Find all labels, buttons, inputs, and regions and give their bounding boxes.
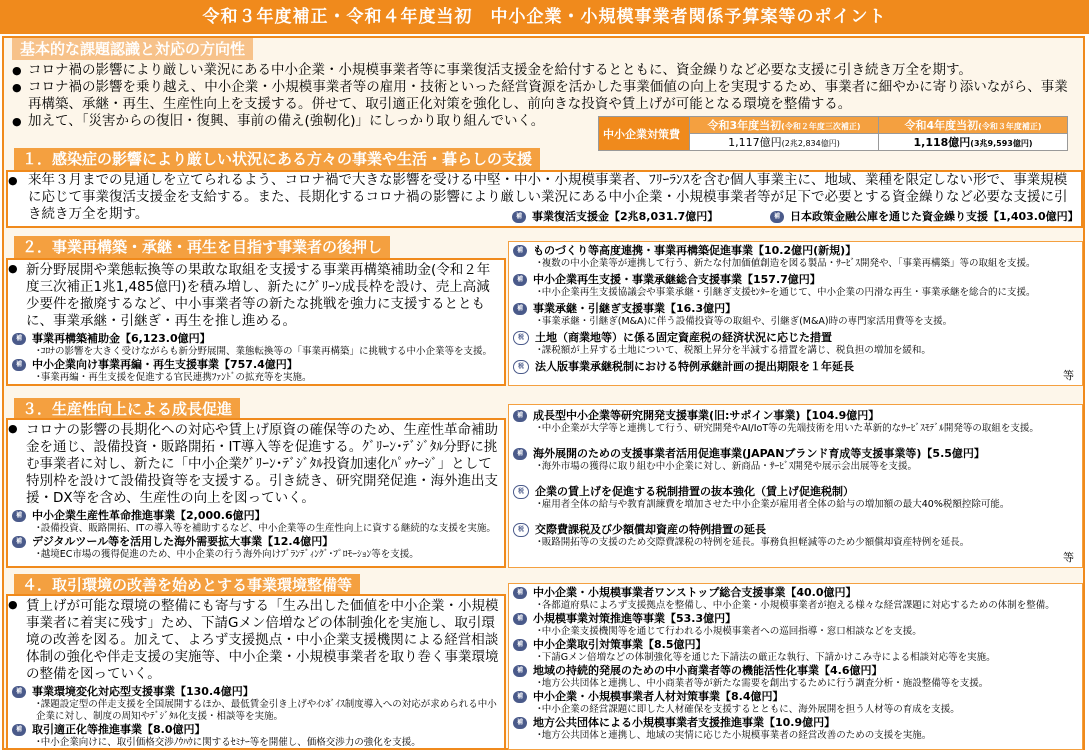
budget-icon: 補: [512, 211, 526, 223]
s2-left-item: 補 中小企業向け事業再編・再生支援事業【757.4億円】: [12, 358, 500, 372]
budget-col2-note: (令和３年度補正): [978, 122, 1042, 131]
tax-icon: 税: [513, 485, 529, 499]
s2-right-item: 土地（商業地等）に係る固定資産税の経済状況に応じた措置: [535, 331, 832, 344]
budget-col1-head: 令和3年度当初: [707, 119, 782, 132]
budget-table: [598, 116, 1068, 151]
s2-right-sub: ･中小企業再生支援協議会や事業承継・引継ぎ支援ｾﾝﾀｰを通じて、中小企業の円滑な再生・事業承継を総合的に支援。: [537, 287, 1036, 298]
tax-icon: 税: [513, 523, 529, 537]
s2-etc: 等: [1063, 369, 1074, 382]
basic-bullet: ● コロナ禍の影響を乗り越え、中小企業・小規模事業者等の雇用・技術といった経営資源を活かした事業価値の向上を実現するため、事業者に細やかに寄り添いながら、事業再構築、承継・再生、生産性向上を支援する。併せて、取引適正化対策を強化し、前向きな投資や賃上げが可能となる環境を整備する。: [12, 79, 1072, 113]
budget-col1-value: 1,117億円: [728, 136, 782, 149]
s3-right-item: 海外展開のための支援事業者活用促進事業(JAPANブランド育成等支援事業等)【5.5億円】: [533, 447, 985, 460]
s3-right-item: 成長型中小企業等研究開発支援事業(旧:サポイン事業)【104.9億円】: [533, 409, 880, 422]
s3-etc: 等: [1063, 551, 1074, 564]
s2-right-item: 法人版事業承継税制における特例承継計画の提出期限を１年延長: [535, 360, 854, 373]
budget-icon: 補: [513, 274, 527, 286]
budget-icon: 補: [513, 587, 527, 599]
section1-text: ● 来年３月までの見通しを立てられるよう、コロナ禍で大きな影響を受ける中堅・中小・小規模事業者、ﾌﾘｰﾗﾝｽを含む個人事業主に、地域、業種を限定しない形で、事業規模に応じて事業復活支援金を支給する。また、長期化するコロナ禍の影響により厳しい業況にある中小企業・小規模事業者等が足下で必要とする資金繰りなど必要な支援に引き続き万全を期す。: [8, 172, 1081, 223]
budget-col2-sub: (3兆9,593億円): [970, 139, 1033, 148]
section3-text: ● コロナの影響の長期化への対応や賃上げ原資の確保等のため、生産性革命補助金を通じ、設備投資・販路開拓・IT導入等を促進する。ｸﾞﾘｰﾝ･ﾃﾞｼﾞﾀﾙ分野に挑む事業者に対し、新たに「中小企業ｸﾞﾘｰﾝ･ﾃﾞｼﾞﾀﾙ投資加速化ﾊﾟｯｹｰｼﾞ」として特別枠を設けて設備投資等を支援する。引き続き、研究開発促進・海外進出支援・DX等を含め、生産性の向上を図っていく。: [8, 420, 504, 507]
s4-left-sub: ･中小企業向けに、取引価格交渉ﾉｳﾊｳに関するｾﾐﾅｰ等を開催し、価格交渉力の強化を支援。: [36, 737, 421, 748]
budget-icon: 補: [513, 303, 527, 315]
page-title: 令和３年度補正・令和４年度当初 中小企業・小規模事業者関係予算案等のポイント: [0, 0, 1089, 34]
budget-icon: 補: [513, 691, 527, 703]
s4-right-item: 中小企業・小規模事業者ワンストップ総合支援事業【40.0億円】: [533, 586, 857, 599]
section1-heading: １．感染症の影響により厳しい状況にある方々の事業や生活・暮らしの支援: [14, 148, 540, 170]
budget-icon: 補: [513, 410, 527, 422]
section3-left: [6, 418, 506, 568]
budget-col2-value: 1,118億円: [913, 136, 971, 149]
section4-text: ● 賃上げが可能な環境の整備にも寄与する「生み出した価値を中小企業・小規模事業者に着実に残す」ため、下請Gメン倍増などの体制強化を実施し、取引環境の改善を図る。加えて、よろず支援拠点・中小企業支援機関による経営相談体制の強化や伴走支援の実施等、中小企業・小規模事業者を取り巻く事業環境の整備を図っていく。: [8, 596, 504, 683]
budget-icon: 補: [12, 686, 26, 698]
s2-right-sub: ･複数の中小企業等が連携して行う、新たな付加価値創造を図る製品・ｻｰﾋﾞｽ開発や、「事業再構築」等の取組を支援。: [537, 258, 1036, 269]
budget-col1-sub: (2兆2,834億円): [781, 139, 840, 148]
s3-right-item: 交際費課税及び少額償却資産の特例措置の延長: [535, 523, 766, 536]
s3-left-sub: ･越境EC市場の獲得促進のため、中小企業の行う海外向けﾌﾞﾗﾝﾃﾞｨﾝｸﾞ･ﾌﾟﾛﾓｰｼｮﾝ等を支援。: [36, 549, 419, 560]
s2-left-sub: ･事業再編・再生支援を促進する官民連携ﾌｧﾝﾄﾞの拡充等を実施。: [36, 372, 312, 383]
s3-left-item: デジタルツール等を活用した海外需要拡大事業【12.4億円】: [32, 535, 334, 548]
section2-right: [508, 241, 1083, 386]
section3-right: [508, 404, 1083, 568]
budget-icon: 補: [513, 639, 527, 651]
s1-item1: 補 事業復活支援金【2兆8,031.7億円】: [512, 210, 718, 224]
s2-right-sub: ･課税額が上昇する土地について、税額上昇分を半減する措置を講じ、税負担の増加を緩和。: [537, 345, 931, 356]
budget-icon: 補: [12, 536, 26, 548]
budget-icon: 補: [12, 333, 26, 345]
section4-heading: ４．取引環境の改善を始めとする事業環境整備等: [14, 574, 360, 596]
s3-left-item: 中小企業生産性革命推進事業【2,000.6億円】: [32, 509, 266, 522]
s4-left-sub: ･課題設定型の伴走支援を全国展開するほか、最低賃金引き上げやｲﾝﾎﾞｲｽ制度導入への対応が求められる中小企業に対し、制度の周知やﾃﾞｼﾞﾀﾙ化支援・相談等を実施。: [36, 699, 497, 722]
s3-right-sub: ･雇用者全体の給与や教育訓練費を増加させた中小企業が雇用者全体の給与の増加額の最大40%税額控除可能。: [537, 499, 1010, 510]
budget-icon: 補: [513, 448, 527, 460]
section2-text: ● 新分野展開や業態転換等の果敢な取組を支援する事業再構築補助金(令和２年度三次補正1兆1,485億円)を積み増し、新たにｸﾞﾘｰﾝ成長枠を設け、売上高減少要件を撤廃するなど、中小事業者等の新たな挑戦を強力に支援するとともに、事業承継・引継ぎ・再生を推し進める。: [8, 260, 504, 330]
budget-icon: 補: [12, 359, 26, 371]
s4-right-item: 地方公共団体による小規模事業者支援推進事業【10.9億円】: [533, 716, 836, 729]
s4-right-item: 地域の持続的発展のための中小商業者等の機能活性化事業【4.6億円】: [533, 664, 883, 677]
basic-bullet: ● 加えて、「災害からの復旧・復興、事前の備え(強靭化)」にしっかり取り組んでいく。: [12, 113, 608, 130]
tax-icon: 税: [513, 360, 529, 374]
s1-item2: 補 日本政策金融公庫を通じた資金繰り支援【1,403.0億円】: [770, 210, 1079, 224]
budget-icon: 補: [12, 724, 26, 736]
s4-right-sub: ･地方公共団体と連携し、地域の実情に応じた小規模事業者の経営改善のための支援を実施。: [537, 730, 932, 741]
s4-right-sub: ･各都道府県によろず支援拠点を整備し、中小企業・小規模事業者が抱える様々な経営課題に対応するための体制を整備。: [537, 600, 1055, 611]
s2-left-item: 補 事業再構築補助金【6,123.0億円】: [12, 332, 500, 346]
basic-heading: 基本的な課題認識と対応の方向性: [12, 38, 253, 60]
s2-right-item: ものづくり等高度連携・事業再構築促進事業【10.2億円(新規)】: [533, 244, 857, 257]
s4-right-sub: ･地方公共団体と連携し、中小商業者等が新たな需要を創出するために行う調査分析・施設整備等を支援。: [537, 678, 989, 689]
section2-left: [6, 258, 506, 386]
budget-icon: 補: [513, 613, 527, 625]
s4-right-sub: ･中小企業支援機関等を通じて行われる小規模事業者への巡回指導・窓口相談などを支援。: [537, 626, 922, 637]
s3-right-sub: ･中小企業が大学等と連携して行う、研究開発やAI/IoT等の先端技術を用いた革新的なｻｰﾋﾞｽﾓﾃﾞﾙ開発等の取組を支援。: [537, 423, 1039, 434]
s3-right-sub: ･海外市場の獲得に取り組む中小企業に対し、新商品・ｻｰﾋﾞｽ開発や展示会出展等を支援。: [537, 461, 918, 472]
s4-left-item: 取引適正化等推進事業【8.0億円】: [32, 723, 206, 736]
budget-icon: 補: [770, 211, 784, 223]
s2-left-sub: ･ｺﾛﾅの影響を大きく受けながらも新分野展開、業態転換等の「事業再構築」に挑戦する中小企業等を支援。: [36, 346, 493, 357]
s4-right-item: 中小企業取引対策事業【8.5億円】: [533, 638, 707, 651]
basic-bullet: ● コロナ禍の影響により厳しい業況にある中小企業・小規模事業者等に事業復活支援金を給付するとともに、資金繰りなど必要な支援に引き続き万全を期す。: [12, 62, 1072, 79]
s3-right-sub: ･販路開拓等の支援のため交際費課税の特例を延長。事務負担軽減等のため少額償却資産特例を延長。: [537, 537, 970, 548]
s4-right-sub: ･中小企業の経営課題に即した人材確保を支援するとともに、海外展開を担う人材等の育成を支援。: [537, 704, 960, 715]
s4-right-item: 小規模事業対策推進等事業【53.3億円】: [533, 612, 737, 625]
s2-right-item: 中小企業再生支援・事業承継総合支援事業【157.7億円】: [533, 273, 821, 286]
section4-left: [6, 594, 506, 750]
budget-row-label: 中小企業対策費: [599, 117, 690, 151]
section2-heading: ２．事業再構築・承継・再生を目指す事業者の後押し: [14, 236, 390, 258]
budget-col2-head: 令和4年度当初: [904, 119, 979, 132]
s2-right-sub: ･事業承継・引継ぎ(M&A)に伴う設備投資等の取組や、引継ぎ(M&A)時の専門家活用費等を支援。: [537, 316, 953, 327]
s4-right-item: 中小企業・小規模事業者人材対策事業【8.4億円】: [533, 690, 784, 703]
s4-right-sub: ･下請Gメン倍増などの体制強化等を通じた下請法の厳正な執行、下請かけこみ寺による相談対応等を実施。: [537, 652, 996, 663]
budget-icon: 補: [12, 510, 26, 522]
section4-right: [508, 583, 1083, 750]
budget-icon: 補: [513, 245, 527, 257]
section3-heading: ３．生産性向上による成長促進: [14, 398, 240, 420]
s2-right-item: 事業承継・引継ぎ支援事業【16.3億円】: [533, 302, 737, 315]
s3-right-item: 企業の賃上げを促進する税制措置の抜本強化（賃上げ促進税制）: [535, 485, 854, 498]
tax-icon: 税: [513, 331, 529, 345]
budget-icon: 補: [513, 665, 527, 677]
budget-icon: 補: [513, 717, 527, 729]
s3-left-sub: ･設備投資、販路開拓、ITの導入等を補助するなど、中小企業等の生産性向上に資する継続的な支援を実施。: [36, 523, 496, 534]
s4-left-item: 事業環境変化対応型支援事業【130.4億円】: [32, 685, 254, 698]
budget-col1-note: (令和２年度三次補正): [781, 122, 861, 131]
